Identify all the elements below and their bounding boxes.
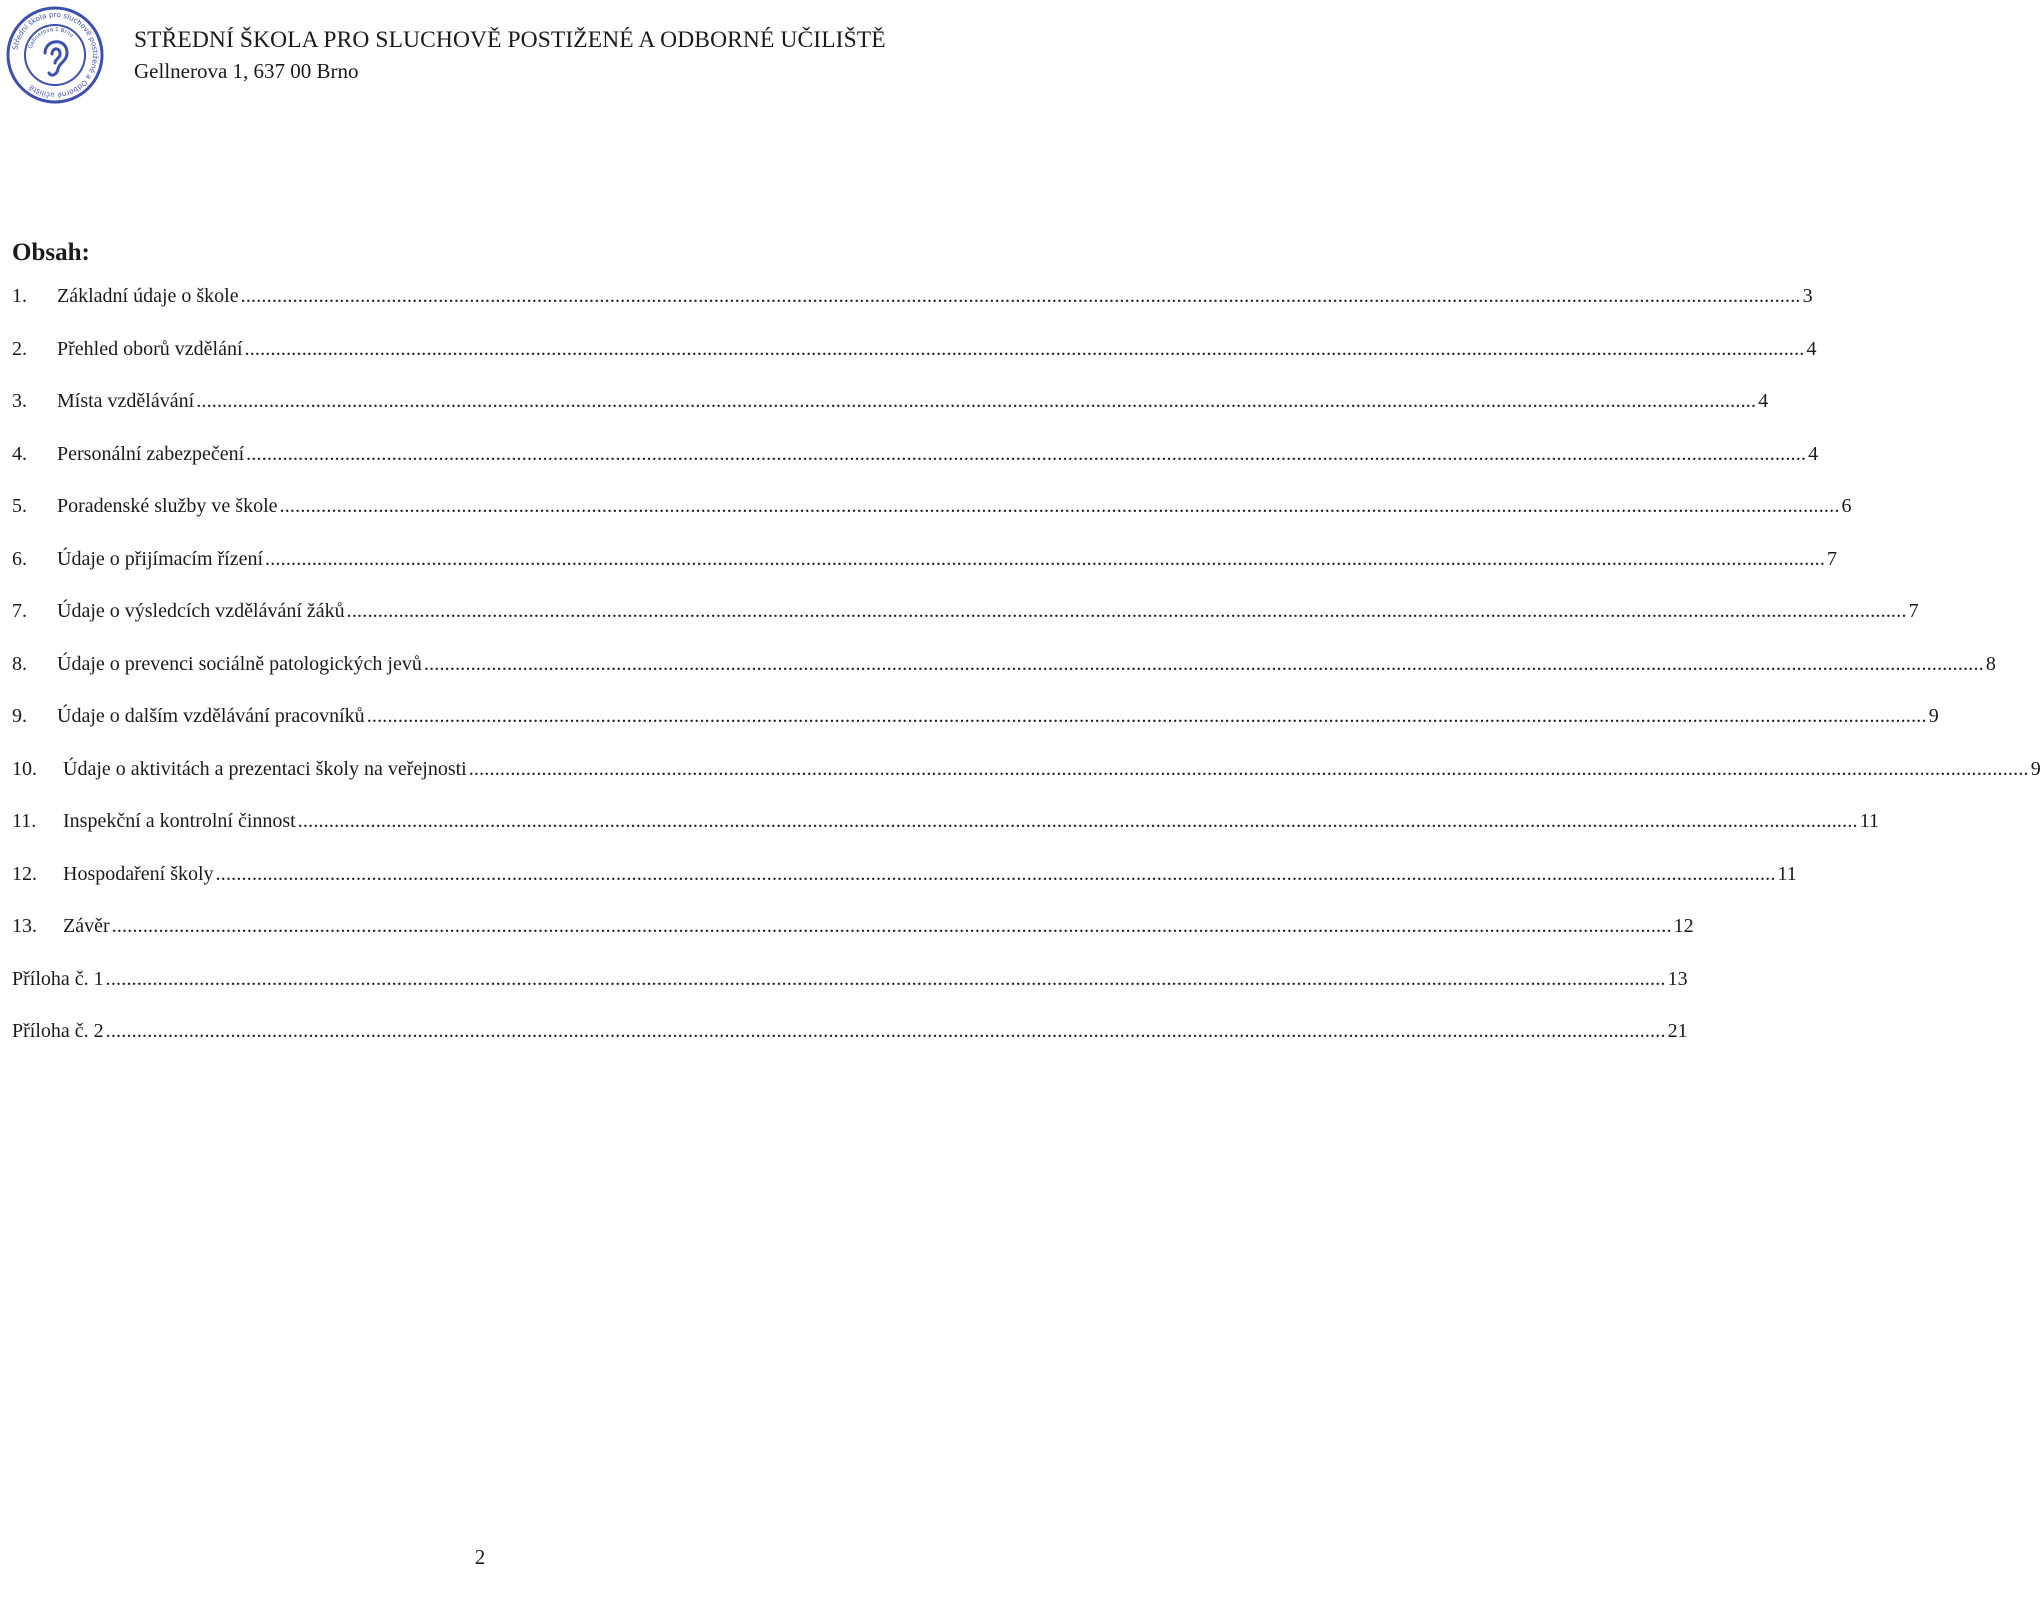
toc-entry-number: 9. <box>12 705 27 727</box>
toc-entry[interactable] <box>12 862 1797 915</box>
toc-entry[interactable] <box>12 547 1838 600</box>
toc-dot-leader: ............................................................................................................................................................................................................................................................................................................ <box>105 967 1666 990</box>
toc-dot-leader: ............................................................................................................................................................................................................................................................................................................ <box>297 810 1858 832</box>
toc-dot-leader: ............................................................................................................................................................................................................................................................................................................ <box>279 495 1840 517</box>
toc-dot-leader: ............................................................................................................................................................................................................................................................................................................ <box>215 862 1776 885</box>
toc-entry-number: 2. <box>12 337 27 360</box>
toc-entry[interactable] <box>12 809 1879 862</box>
toc-entry-page: 21 <box>1667 1020 1688 1042</box>
toc-entry-page: 7 <box>1827 547 1838 570</box>
toc-entry-label: Závěr <box>63 915 110 937</box>
toc-entry-number: 12. <box>12 862 37 885</box>
toc-entry-label: Personální zabezpečení <box>57 442 245 465</box>
toc-entry-page: 12 <box>1673 915 1694 937</box>
svg-text:Gellnerova 1 Brno <box>28 27 75 50</box>
toc-entry-label: Poradenské služby ve škole <box>57 495 278 517</box>
toc-entry-number: 1. <box>12 285 27 307</box>
toc-entry[interactable] <box>12 652 1996 705</box>
toc-dot-leader: ............................................................................................................................................................................................................................................................................................................ <box>244 337 1805 360</box>
svg-text:Střední škola pro sluchově pos <box>10 10 100 100</box>
logo-inner-text: Gellnerova 1 Brno <box>27 26 75 50</box>
toc-entry-page: 8 <box>1985 652 1996 675</box>
toc-entry-page: 9 <box>2030 757 2041 780</box>
document-header <box>0 0 960 110</box>
toc-dot-leader: ............................................................................................................................................................................................................................................................................................................ <box>196 390 1757 412</box>
toc-entry-label: Příloha č. 1 <box>12 967 104 990</box>
toc-entry-page: 4 <box>1758 390 1769 412</box>
toc-entry-label: Místa vzdělávání <box>57 390 195 412</box>
toc-entry-number: 4. <box>12 442 27 465</box>
toc-dot-leader: ............................................................................................................................................................................................................................................................................................................ <box>265 547 1826 570</box>
page-number: 2 <box>474 1545 486 1569</box>
school-address: Gellnerova 1, 637 00 Brno <box>134 59 359 83</box>
toc-dot-leader: ............................................................................................................................................................................................................................................................................................................ <box>246 442 1807 465</box>
toc-dot-leader: ............................................................................................................................................................................................................................................................................................................ <box>468 757 2029 780</box>
toc-entry-page: 11 <box>1859 810 1879 832</box>
toc-entry-page: 11 <box>1777 862 1797 885</box>
toc-entry-label: Základní údaje o škole <box>57 285 239 307</box>
toc-entry[interactable] <box>12 389 1769 442</box>
toc-entry-page: 6 <box>1841 495 1852 517</box>
toc-entry-label: Údaje o prevenci sociálně patologických jevů <box>57 652 422 675</box>
toc-entry-label: Příloha č. 2 <box>12 1020 104 1042</box>
toc-dot-leader: ............................................................................................................................................................................................................................................................................................................ <box>240 285 1801 307</box>
toc-entry-label: Přehled oborů vzdělání <box>57 337 243 360</box>
toc-entry[interactable] <box>12 442 1819 495</box>
school-name: STŘEDNÍ ŠKOLA PRO SLUCHOVĚ POSTIŽENÉ A ODBORNÉ UČILIŠTĚ <box>134 27 886 53</box>
toc-entry-page: 13 <box>1667 967 1688 990</box>
toc-entry-label: Údaje o dalším vzdělávání pracovníků <box>57 705 365 727</box>
toc-entry-label: Údaje o výsledcích vzdělávání žáků <box>57 600 345 622</box>
toc-entry-number: 3. <box>12 390 27 412</box>
school-logo-icon <box>5 5 105 105</box>
toc-entry-label: Hospodaření školy <box>63 862 214 885</box>
toc-dot-leader: ............................................................................................................................................................................................................................................................................................................ <box>346 600 1907 622</box>
toc-entry[interactable] <box>12 1019 1688 1072</box>
toc-entry[interactable] <box>12 284 1813 337</box>
toc-entry-label: Údaje o přijímacím řízení <box>57 547 264 570</box>
toc-entry-number: 10. <box>12 757 37 780</box>
toc-entry[interactable] <box>12 914 1694 967</box>
toc-dot-leader: ............................................................................................................................................................................................................................................................................................................ <box>423 652 1984 675</box>
toc-entry-number: 7. <box>12 600 27 622</box>
table-of-contents <box>12 284 2041 1072</box>
toc-entry-page: 3 <box>1802 285 1813 307</box>
toc-entry[interactable] <box>12 337 1817 390</box>
toc-dot-leader: ............................................................................................................................................................................................................................................................................................................ <box>105 1020 1666 1042</box>
toc-entry-number: 11. <box>12 810 37 832</box>
toc-entry-label: Inspekční a kontrolní činnost <box>63 810 296 832</box>
toc-entry[interactable] <box>12 494 1852 547</box>
toc-title: Obsah: <box>12 239 90 266</box>
toc-entry-number: 6. <box>12 547 27 570</box>
toc-entry[interactable] <box>12 599 1919 652</box>
toc-entry-page: 4 <box>1806 337 1817 360</box>
toc-entry-page: 7 <box>1908 600 1919 622</box>
toc-dot-leader: ............................................................................................................................................................................................................................................................................................................ <box>366 705 1927 727</box>
ear-icon <box>45 42 67 75</box>
toc-entry[interactable] <box>12 704 1939 757</box>
toc-entry-page: 9 <box>1928 705 1939 727</box>
toc-dot-leader: ............................................................................................................................................................................................................................................................................................................ <box>111 915 1672 937</box>
toc-entry-label: Údaje o aktivitách a prezentaci školy na veřejnosti <box>63 757 467 780</box>
toc-entry-page: 4 <box>1808 442 1819 465</box>
school-logo <box>5 5 105 105</box>
toc-entry-number: 13. <box>12 915 37 937</box>
toc-entry-number: 5. <box>12 495 27 517</box>
toc-entry[interactable] <box>12 757 2041 810</box>
logo-outer-text: Střední škola pro sluchově postižené a Odborné učiliště <box>10 9 101 101</box>
toc-entry[interactable] <box>12 967 1688 1020</box>
toc-entry-number: 8. <box>12 652 27 675</box>
